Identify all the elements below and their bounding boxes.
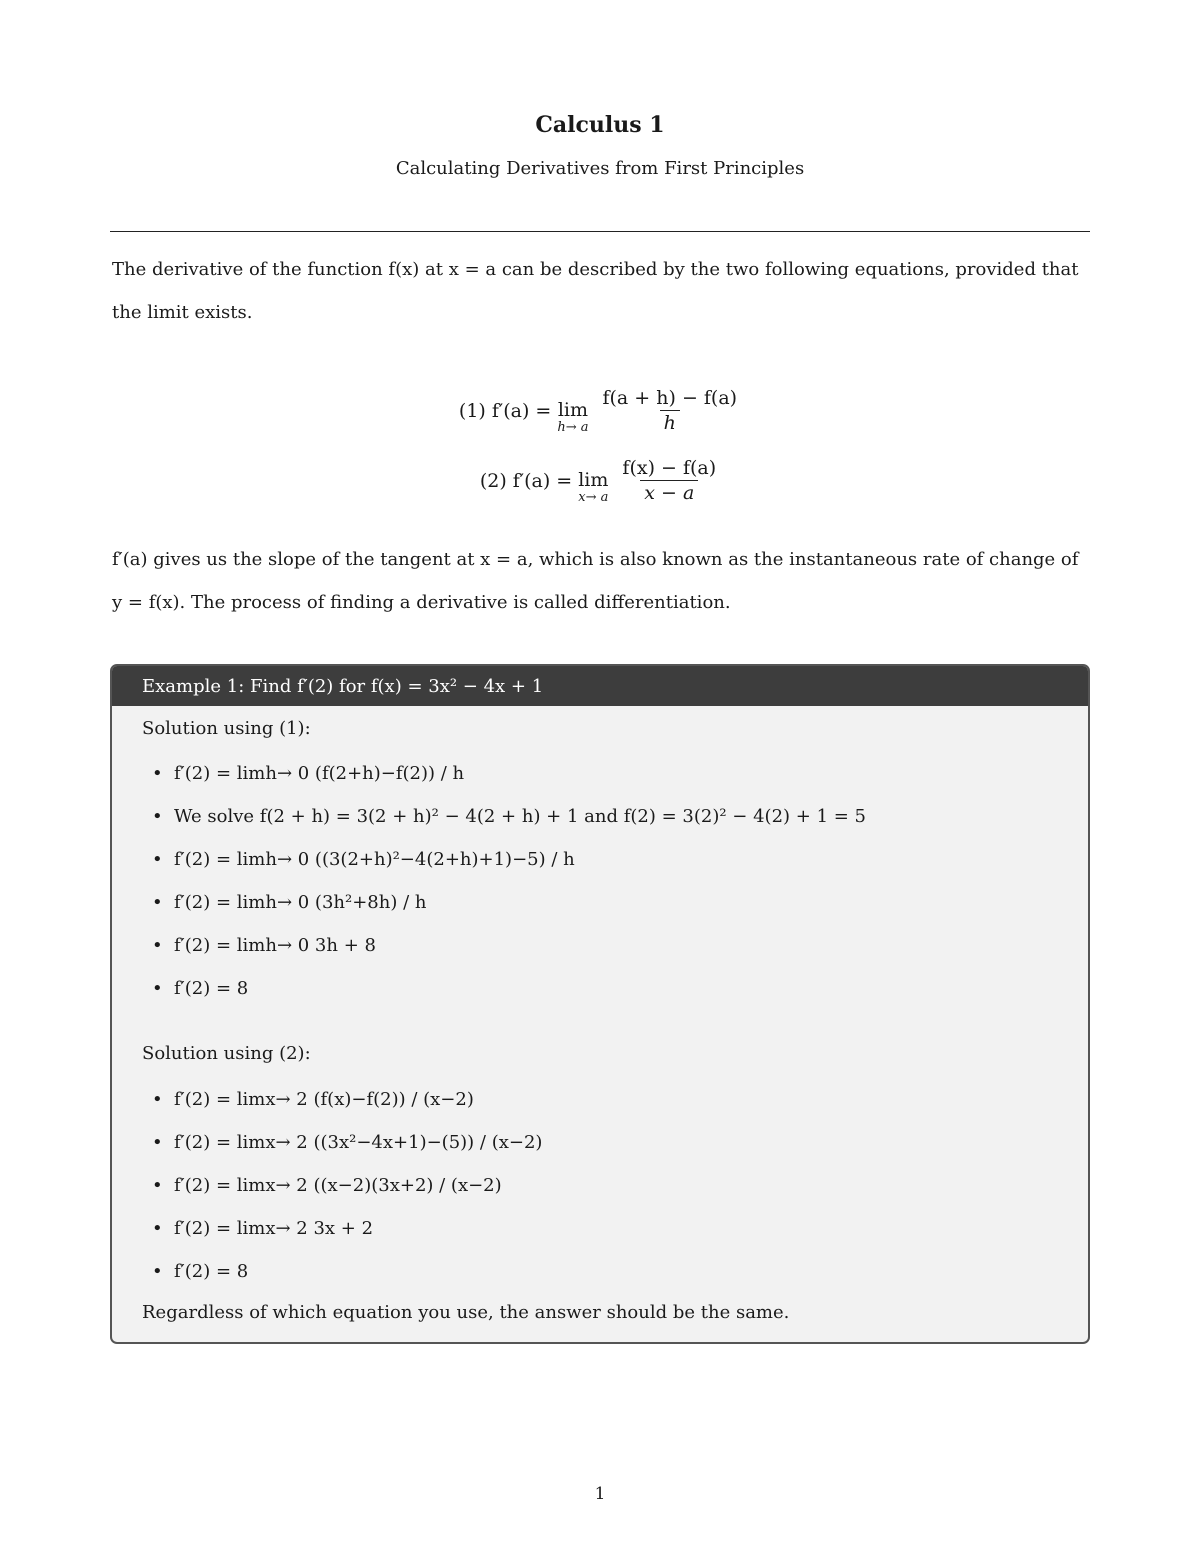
equation-1-denominator: h	[660, 410, 680, 435]
solution-1-step: • f′(2) = limh→ 0 (f(2+h)−f(2)) / h	[174, 752, 866, 795]
equation-1-label: (1) f′(a) =	[458, 399, 552, 422]
solution-1-label: Solution using (1):	[142, 718, 311, 739]
solution-2-steps	[174, 1078, 542, 1293]
solution-2-step: • f′(2) = limx→ 2 ((3x²−4x+1)−(5)) / (x−2)	[174, 1121, 542, 1164]
equation-1-lim-word: lim	[557, 398, 588, 421]
equation-2-fraction	[618, 456, 720, 505]
equation-2	[0, 456, 1200, 505]
equation-1	[0, 386, 1200, 435]
equation-2-denominator: x − a	[640, 480, 698, 505]
example-header: Example 1: Find f′(2) for f(x) = 3x² − 4x + 1	[112, 666, 1088, 706]
document-subtitle: Calculating Derivatives from First Principles	[395, 158, 805, 179]
equation-1-lim-sub: h→ a	[557, 419, 589, 435]
example-box	[110, 664, 1090, 1344]
solution-2-step: • f′(2) = limx→ 2 (f(x)−f(2)) / (x−2)	[174, 1078, 542, 1121]
equation-1-limit	[557, 399, 588, 435]
meaning-paragraph: f′(a) gives us the slope of the tangent at x = a, which is also known as the instantaneous rate of change of y = f(x). The process of finding a derivative is called differentiation.	[112, 549, 1079, 613]
solution-2-label: Solution using (2):	[142, 1043, 311, 1064]
equation-1-fraction	[598, 386, 741, 435]
solution-1-steps	[174, 752, 866, 1010]
solution-1-step: • f′(2) = 8	[174, 967, 866, 1010]
equation-2-lim-word: lim	[578, 468, 609, 491]
solution-2-step: • f′(2) = 8	[174, 1250, 542, 1293]
document-title: Calculus 1	[535, 112, 665, 138]
solution-1-step: • f′(2) = limh→ 0 3h + 8	[174, 924, 866, 967]
solution-1-step: • We solve f(2 + h) = 3(2 + h)² − 4(2 + h) + 1 and f(2) = 3(2)² − 4(2) + 1 = 5	[174, 795, 866, 838]
solution-2-step: • f′(2) = limx→ 2 3x + 2	[174, 1207, 542, 1250]
page-number: 1	[594, 1484, 606, 1504]
intro-paragraph: The derivative of the function f(x) at x = a can be described by the two following equations, provided that the limit exists.	[112, 259, 1079, 323]
example-closing: Regardless of which equation you use, the answer should be the same.	[142, 1302, 790, 1323]
solution-1-step: • f′(2) = limh→ 0 (3h²+8h) / h	[174, 881, 866, 924]
equation-2-numerator: f(x) − f(a)	[622, 457, 717, 479]
equation-2-lim-sub: x→ a	[578, 489, 609, 505]
horizontal-rule	[110, 231, 1090, 232]
equation-2-limit	[578, 469, 608, 505]
equation-2-label: (2) f′(a) =	[479, 469, 573, 492]
solution-2-step: • f′(2) = limx→ 2 ((x−2)(3x+2) / (x−2)	[174, 1164, 542, 1207]
equation-1-numerator: f(a + h) − f(a)	[602, 387, 738, 409]
solution-1-step: • f′(2) = limh→ 0 ((3(2+h)²−4(2+h)+1)−5) / h	[174, 838, 866, 881]
